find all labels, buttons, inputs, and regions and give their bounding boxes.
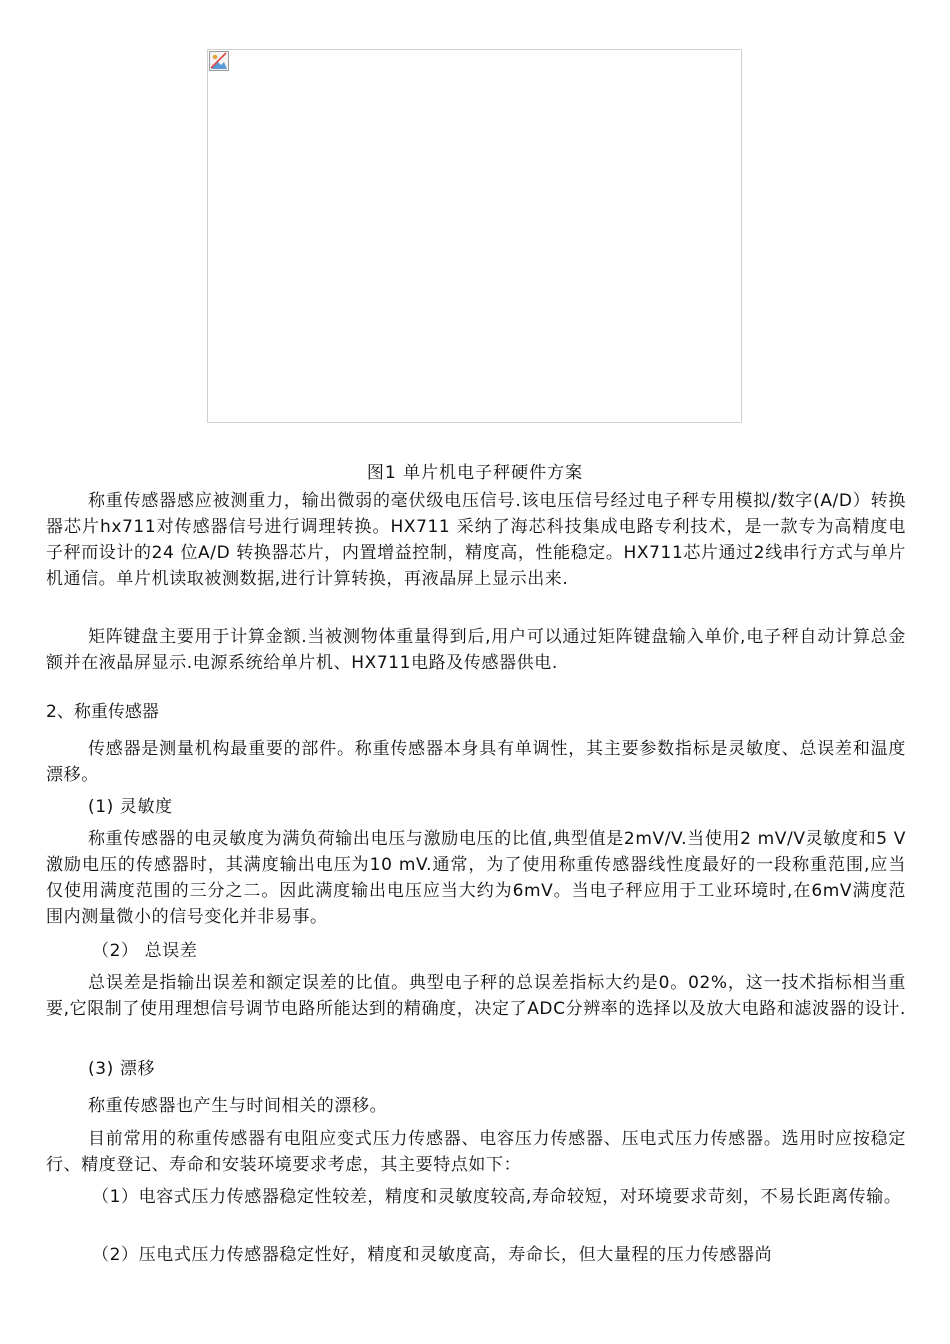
section-heading: 2、称重传感器 [46, 702, 159, 722]
paragraph-sensitivity: 称重传感器的电灵敏度为满负荷输出电压与激励电压的比值,典型值是2mV/V.当使用2 mV/V灵敏度和5 V激励电压的传感器时，其满度输出电压为10 mV.通常，为了使用称重传感器线性度最好的一段称重范围,应当仅使用满度范围的三分之二。因此满度输出电压应当大约为6mV。当电子秤应用于工业环境时,在6mV满度范围内测量微小的信号变化并非易事。 [46, 829, 906, 927]
paragraph-piezoelectric-sensor: （2）压电式压力传感器稳定性好，精度和灵敏度高，寿命长，但大量程的压力传感器尚 [92, 1245, 773, 1265]
paragraph-total-error: 总误差是指输出误差和额定误差的比值。典型电子秤的总误差指标大约是0。02%，这一技术指标相当重要,它限制了使用理想信号调节电路所能达到的精确度，决定了ADC分辨率的选择以及放大电路和滤波器的设计. [46, 973, 906, 1019]
figure-caption: 图1 单片机电子秤硬件方案 [366, 463, 584, 483]
paragraph-sensor-intro: 传感器是测量机构最重要的部件。称重传感器本身具有单调性，其主要参数指标是灵敏度、总误差和温度漂移。 [46, 739, 906, 785]
item-title-drift: (3) 漂移 [88, 1059, 156, 1079]
item-title-total-error: （2） 总误差 [92, 941, 198, 961]
paragraph-drift: 称重传感器也产生与时间相关的漂移。 [88, 1096, 388, 1116]
broken-image-icon [209, 51, 229, 71]
paragraph-capacitive-sensor: （1）电容式压力传感器稳定性较差，精度和灵敏度较高,寿命较短，对环境要求苛刻，不易长距离传输。 [92, 1187, 902, 1207]
figure-image-placeholder [207, 49, 742, 423]
paragraph-matrix-keyboard: 矩阵键盘主要用于计算金额.当被测物体重量得到后,用户可以通过矩阵键盘输入单价,电子秤自动计算总金额并在液晶屏显示.电源系统给单片机、HX711电路及传感器供电. [46, 627, 906, 673]
item-title-sensitivity: (1) 灵敏度 [88, 797, 173, 817]
paragraph-sensor-signal: 称重传感器感应被测重力，输出微弱的毫伏级电压信号.该电压信号经过电子秤专用模拟/数字(A/D）转换器芯片hx711对传感器信号进行调理转换。HX711 采纳了海芯科技集成电路专利技术，是一款专为高精度电子秤而设计的24 位A/D 转换器芯片，内置增益控制，精度高，性能稳定。HX711芯片通过2线串行方式与单片机通信。单片机读取被测数据,进行计算转换，再液晶屏上显示出来. [46, 491, 906, 589]
paragraph-sensor-types: 目前常用的称重传感器有电阻应变式压力传感器、电容压力传感器、压电式压力传感器。选用时应按稳定行、精度登记、寿命和安装环境要求考虑，其主要特点如下： [46, 1129, 906, 1175]
